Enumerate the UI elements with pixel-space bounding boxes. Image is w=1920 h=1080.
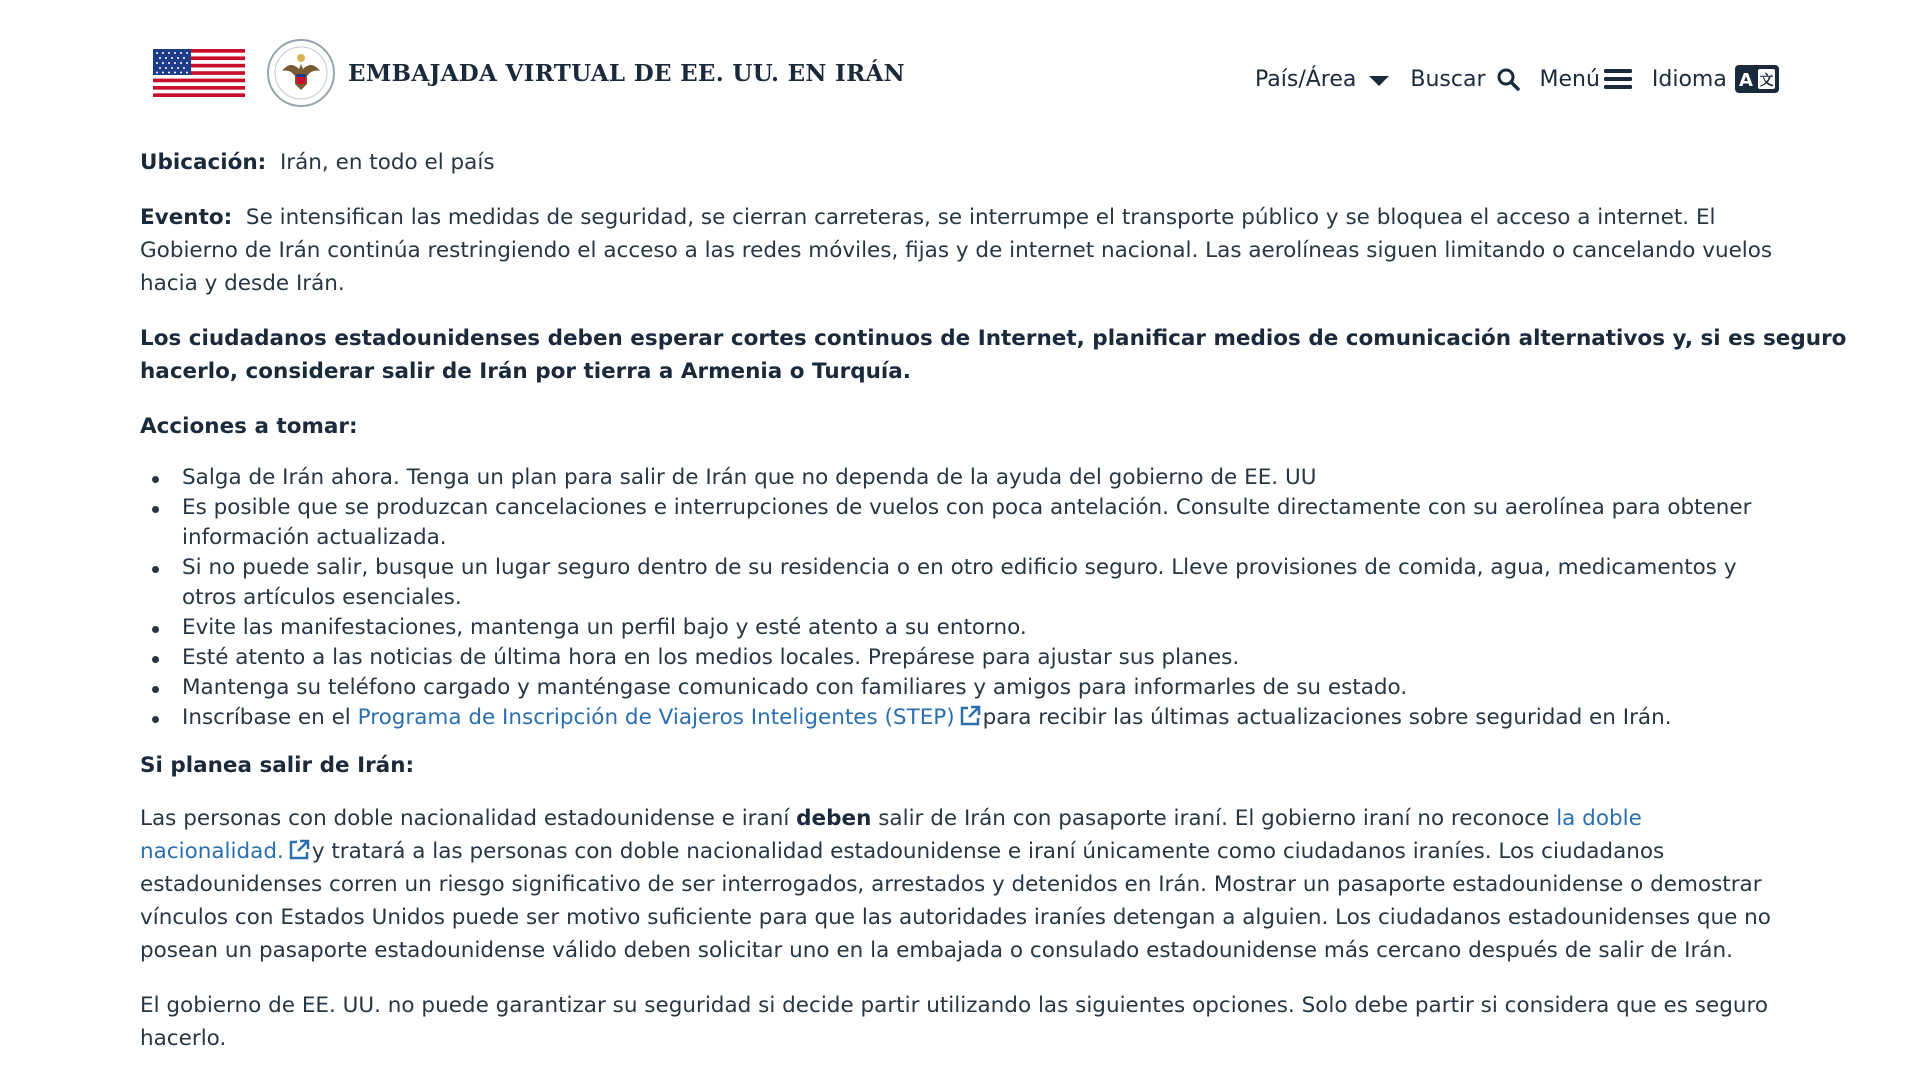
final-paragraph (140, 989, 1790, 1055)
event-text-line-1: Se intensifican las medidas de seguridad, se cierran carreteras, se interrumpe el transporte público y se bloquea el acceso a internet. El (245, 205, 1716, 230)
alert-content (140, 146, 1847, 1055)
hamburger-icon (1604, 68, 1632, 90)
action-3-line-1: Si no puede salir, busque un lugar seguro dentro de su residencia o en otro edificio seguro. Lleve provisiones de comida, agua, medicamentos y (182, 555, 1737, 580)
caret-down-icon (1368, 75, 1390, 87)
search-icon (1496, 67, 1520, 91)
top-nav (1255, 62, 1779, 96)
action-4-line-1: Evite las manifestaciones, mantenga un perfil bajo y esté atento a su entorno. (182, 615, 1027, 640)
list-item (140, 463, 1790, 493)
country-selector[interactable] (1255, 67, 1390, 92)
actions-list (140, 463, 1790, 733)
dual-line-4: vínculos con Estados Unidos puede ser motivo suficiente para que las autoridades iraníes detengan a alguien. Los ciudadanos estadounidenses que no (140, 905, 1771, 930)
dual-mid: salir de Irán con pasaporte iraní. El gobierno iraní no reconoce (878, 806, 1550, 831)
us-flag-icon[interactable] (153, 49, 245, 97)
list-item (140, 703, 1790, 733)
list-item (140, 673, 1790, 703)
search-label: Buscar (1410, 66, 1486, 92)
site-title[interactable]: EMBAJADA VIRTUAL DE EE. UU. EN IRÁN (348, 60, 905, 87)
dual-bold: deben (796, 806, 872, 831)
event-text-line-3: hacia y desde Irán. (140, 271, 345, 296)
location-paragraph (140, 146, 1790, 179)
final-line-1: El gobierno de EE. UU. no puede garantizar su seguridad si decide partir utilizando las siguientes opciones. Solo debe partir si considera que es seguro (140, 993, 1768, 1018)
event-paragraph (140, 201, 1790, 300)
list-item (140, 553, 1790, 613)
external-link-icon[interactable] (959, 705, 981, 727)
translate-icon (1735, 65, 1779, 93)
action-6-line-1: Mantenga su teléfono cargado y manténgase comunicado con familiares y amigos para informarles de su estado. (182, 675, 1408, 700)
action-1-line-1: Salga de Irán ahora. Tenga un plan para salir de Irán que no dependa de la ayuda del gobierno de EE. UU (182, 465, 1317, 490)
dual-nationality-link-part-2[interactable]: nacionalidad. (140, 839, 284, 864)
list-item (140, 493, 1790, 553)
external-link-icon[interactable] (288, 839, 310, 861)
action-3-line-2: otros artículos esenciales. (182, 585, 462, 610)
dual-pre: Las personas con doble nacionalidad estadounidense e iraní (140, 806, 790, 831)
language-label: Idioma (1651, 66, 1727, 92)
warning-paragraph (140, 322, 1847, 388)
event-text-line-2: Gobierno de Irán continúa restringiendo el acceso a las redes móviles, fijas y de internet nacional. Las aerolíneas siguen limitando o cancelando vuelos (140, 238, 1773, 263)
dual-nationality-paragraph (140, 802, 1790, 967)
action-7-post: para recibir las últimas actualizaciones sobre seguridad en Irán. (982, 705, 1672, 730)
action-2-line-2: información actualizada. (182, 525, 447, 550)
site-header (0, 0, 1920, 140)
menu-label: Menú (1539, 66, 1600, 92)
dual-nationality-link-part-1[interactable]: la doble (1556, 806, 1642, 831)
location-value: Irán, en todo el país (279, 150, 495, 175)
action-5-line-1: Esté atento a las noticias de última hora en los medios locales. Prepárese para ajustar sus planes. (182, 645, 1240, 670)
menu-button[interactable] (1540, 67, 1632, 92)
svg-text:文: 文 (1759, 73, 1774, 89)
action-7-pre: Inscríbase en el (182, 705, 351, 730)
action-2-line-1: Es posible que se produzcan cancelaciones e interrupciones de vuelos con poca antelación. Consulte directamente con su aerolínea para obtener (182, 495, 1752, 520)
svg-text:A: A (1738, 70, 1753, 91)
dual-line-3: estadounidenses corren un riesgo significativo de ser interrogados, arrestados y detenidos en Irán. Mostrar un pasaporte estadounidense o demostrar (140, 872, 1762, 897)
warning-line-1: Los ciudadanos estadounidenses deben esperar cortes continuos de Internet, planificar medios de comunicación alternativos y, si es seguro (140, 326, 1847, 351)
dual-line-5: posean un pasaporte estadounidense válido deben solicitar uno en la embajada o consulado estadounidense más cercano después de salir de Irán. (140, 938, 1733, 963)
final-line-2: hacerlo. (140, 1026, 227, 1051)
country-selector-label: País/Área (1255, 66, 1357, 92)
language-selector[interactable] (1652, 65, 1779, 93)
leave-heading: Si planea salir de Irán: (140, 753, 415, 778)
search-button[interactable] (1410, 67, 1519, 92)
location-label: Ubicación: (140, 150, 267, 175)
list-item (140, 613, 1790, 643)
dual-line-2-rest: y tratará a las personas con doble nacionalidad estadounidense e iraní únicamente como ciudadanos iraníes. Los ciudadanos (311, 839, 1665, 864)
event-label: Evento: (140, 205, 233, 230)
warning-line-2: hacerlo, considerar salir de Irán por tierra a Armenia o Turquía. (140, 359, 911, 384)
list-item (140, 643, 1790, 673)
step-program-link[interactable]: Programa de Inscripción de Viajeros Inteligentes (STEP) (357, 705, 955, 730)
actions-heading: Acciones a tomar: (140, 414, 358, 439)
embassy-seal-icon[interactable] (266, 38, 336, 108)
